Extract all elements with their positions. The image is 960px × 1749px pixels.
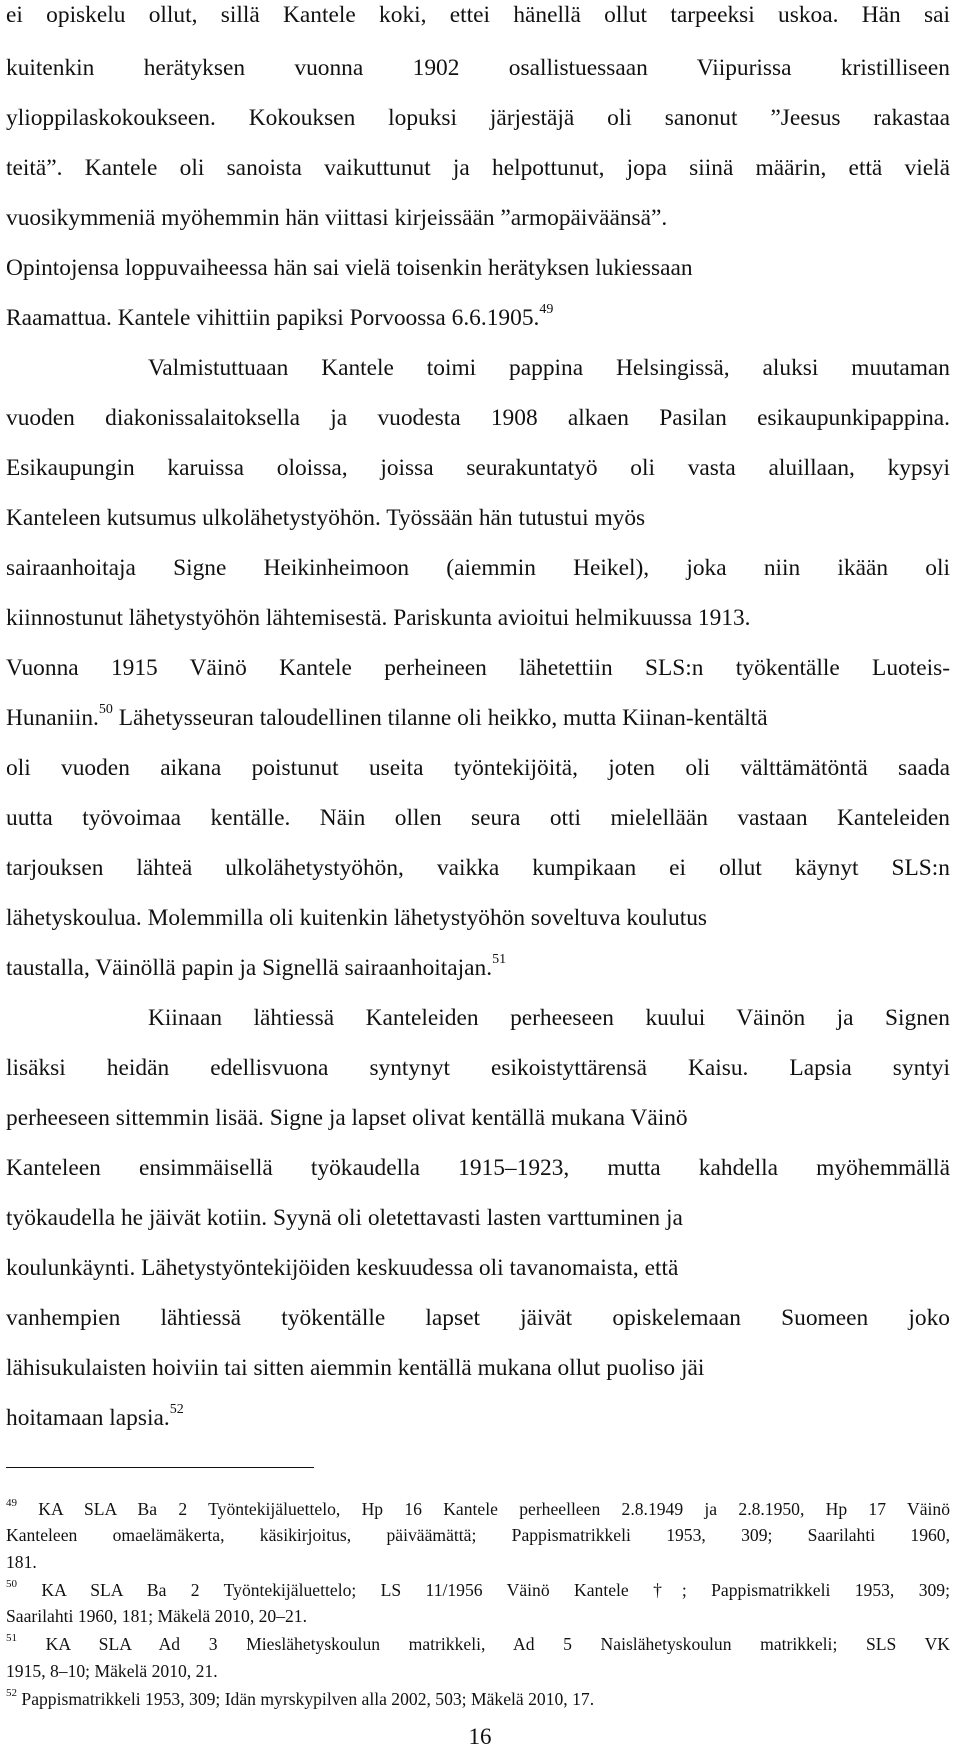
footnote-49: $^{49}$ KA SLA Ba 2 Työntekijäluettelo, Hp 16 Kantele perheelleen 2.8.1949 ja 2.8.1950, Hp 17 Väinö [6,1496,950,1519]
footnote-line: Kanteleen omaelämäkerta, käsikirjoitus, päiväämättä; Pappismatrikkeli 1953, 309; Saarilahti 1960, [6,1525,950,1546]
footnote-number: 51 [6,1632,17,1645]
footnote-line: 1915, 8–10; Mäkelä 2010, 21. [6,1660,218,1681]
body-line: koulunkäynti. Lähetystyöntekijöiden keskuudessa oli tavanomaista, että [6,1255,679,1282]
footnote-ref: 49 [539,301,554,317]
body-line: uutta työvoimaa kentälle. Näin ollen seura otti mielellään vastaan Kanteleiden [6,804,950,831]
footnote-ref: 51 [492,952,507,968]
body-line: Esikaupungin karuissa oloissa, joissa seurakuntatyö oli vasta aluillaan, kypsyi [6,454,950,481]
body-line: kuitenkin herätyksen vuonna 1902 osallistuessaan Viipurissa kristilliseen [6,54,950,81]
body-line: Kanteleen ensimmäisellä työkaudella 1915–1923, mutta kahdella myöhemmällä [6,1155,950,1182]
page-number: 16 [468,1724,492,1749]
body-line: teitä”. Kantele oli sanoista vaikuttunut ja helpottunut, jopa siinä määrin, että vielä [6,154,950,181]
body-line: Vuonna 1915 Väinö Kantele perheineen lähetettiin SLS:n työkentälle Luoteis- [6,654,950,681]
body-line: työkaudella he jäivät kotiin. Syynä oli oletettavasti lasten varttuminen ja [6,1205,683,1232]
body-line: sairaanhoitaja Signe Heikinheimoon (aiemmin Heikel), joka niin ikään oli [6,554,950,581]
body-line: tarjouksen lähteä ulkolähetystyöhön, vaikka kumpikaan ei ollut käynyt SLS:n [6,854,950,881]
body-line: vuoden diakonissalaitoksella ja vuodesta 1908 alkaen Pasilan esikaupunkipappina. [6,404,950,431]
footnote-ref: 50 [98,701,113,717]
body-line: Raamattua. Kantele vihittiin papiksi Porvoossa 6.6.1905.49 [6,301,554,331]
footnote-51: $^{51}$ KA SLA Ad 3 Mieslähetyskoulun matrikkeli, Ad 5 Naislähetyskoulun matrikkeli; SLS VK [6,1632,950,1655]
body-line: lisäksi heidän edellisvuona syntynyt esikoistyttärensä Kaisu. Lapsia syntyi [6,1055,950,1082]
body-line: lähisukulaisten hoiviin tai sitten aiemmin kentällä mukana ollut puoliso jäi [6,1355,705,1382]
footnote-50: $^{50}$ KA SLA Ba 2 Työntekijäluettelo; LS 11/1956 Väinö Kantele †; Pappismatrikkeli 1953, 309; [6,1577,950,1600]
body-line: vanhempien lähtiessä työkentälle lapset jäivät opiskelemaan Suomeen joko [6,1305,950,1332]
footnote-number: 52 [6,1686,17,1699]
body-line: Hunaniin.$^{50}$ Lähetysseuran taloudellinen tilanne oli heikko, mutta Kiinan-kentältä [6,701,768,731]
paragraph-start-line: Valmistuttuaan Kantele toimi pappina Helsingissä, aluksi muutaman [148,354,950,381]
footnote-ref: 52 [169,1402,184,1418]
body-line: ylioppilaskokoukseen. Kokouksen lopuksi järjestäjä oli sanonut ”Jeesus rakastaa [6,104,950,131]
footnote-line: Saarilahti 1960, 181; Mäkelä 2010, 20–21. [6,1606,308,1627]
body-line: vuosikymmeniä myöhemmin hän viittasi kirjeissään ”armopäiväänsä”. [6,204,668,231]
footnote-number: 49 [6,1496,17,1509]
body-line: ei opiskelu ollut, sillä Kantele koki, ettei hänellä ollut tarpeeksi uskoa. Hän sai [6,2,950,29]
body-line: lähetyskoulua. Molemmilla oli kuitenkin lähetystyöhön soveltuva koulutus [6,905,707,931]
body-line: perheeseen sittemmin lisää. Signe ja lapset olivat kentällä mukana Väinö [6,1105,688,1132]
paragraph-start-line: Kiinaan lähtiessä Kanteleiden perheeseen kuului Väinön ja Signen [148,1005,950,1032]
footnote-number: 50 [6,1577,17,1590]
footnote-52: $^{52}$ Pappismatrikkeli 1953, 309; Idän myrskypilven alla 2002, 503; Mäkelä 2010, 17. [6,1686,595,1709]
body-line: Opintojensa loppuvaiheessa hän sai vielä toisenkin herätyksen lukiessaan [6,254,693,281]
body-line: oli vuoden aikana poistunut useita työntekijöitä, joten oli välttämätöntä saada [6,754,950,781]
footnote-divider [6,1467,314,1468]
body-line: Kanteleen kutsumus ulkolähetystyöhön. Työssään hän tutustui myös [6,504,646,531]
footnote-line: 181. [6,1551,37,1572]
body-line: hoitamaan lapsia.$^{52}$ [6,1402,184,1432]
body-line: kiinnostunut lähetystyöhön lähtemisestä. Pariskunta avioitui helmikuussa 1913. [6,604,751,631]
body-line: taustalla, Väinöllä papin ja Signellä sairaanhoitajan.$^{51}$ [6,952,507,982]
